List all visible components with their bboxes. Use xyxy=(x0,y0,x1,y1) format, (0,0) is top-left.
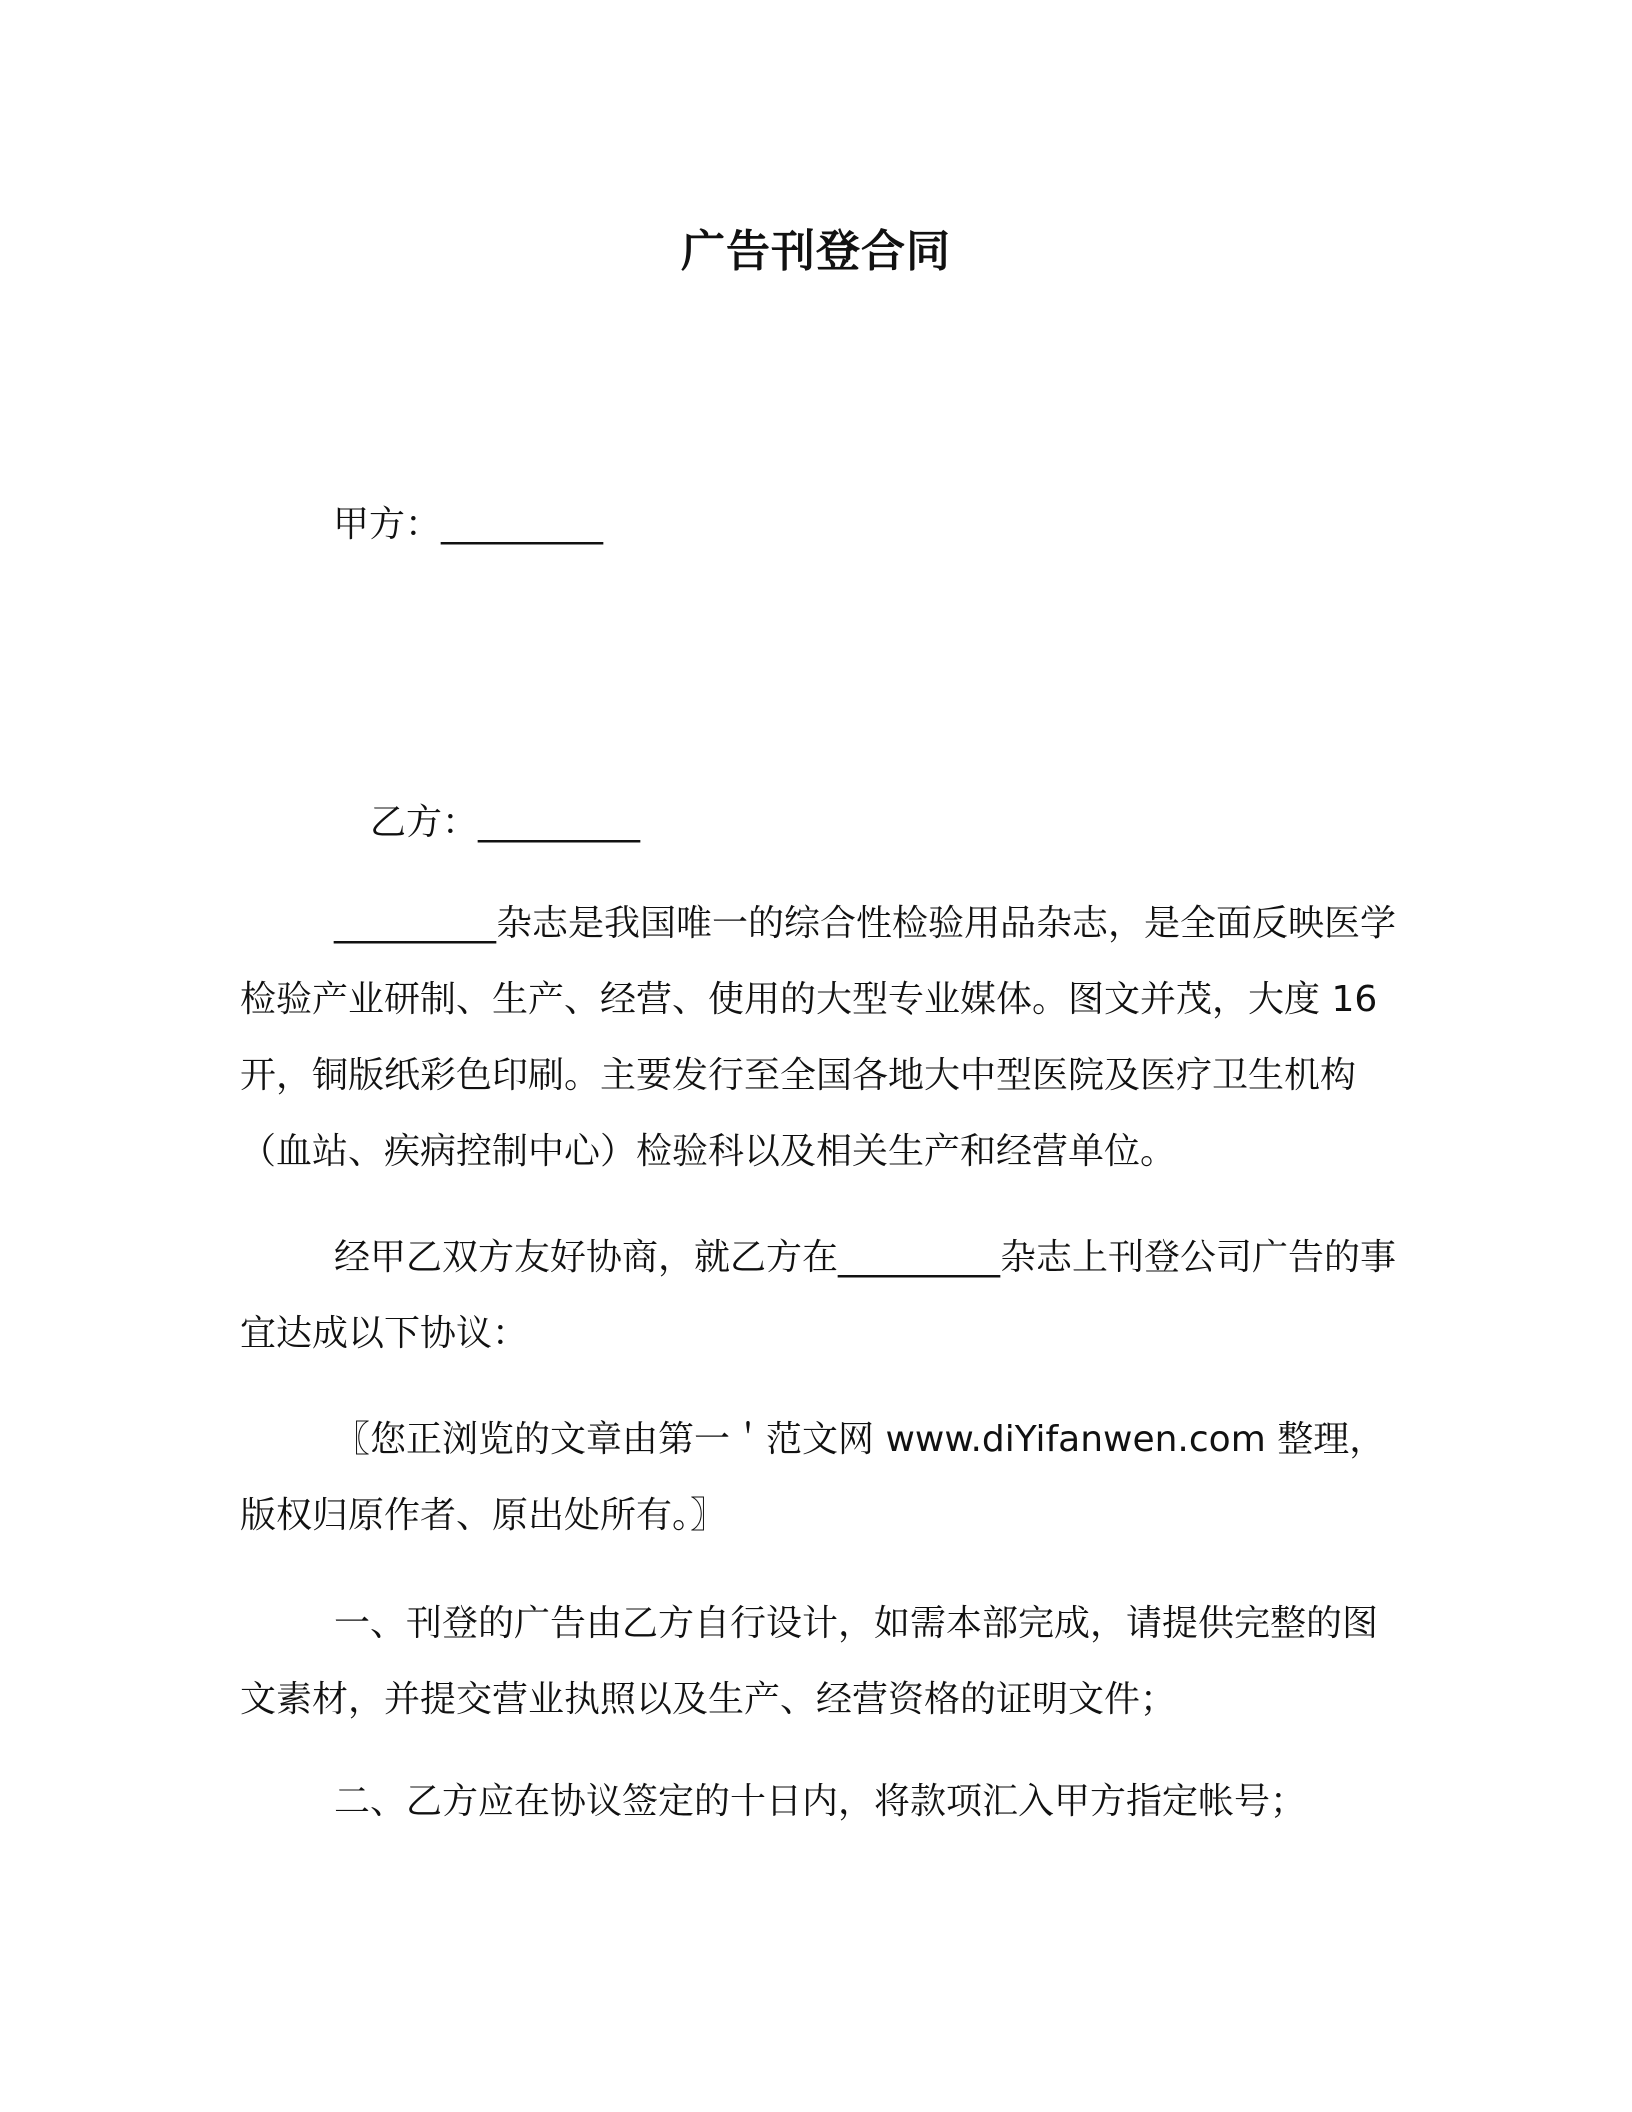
paragraph-clause-two: 二、乙方应在协议签定的十日内，将款项汇入甲方指定帐号； xyxy=(334,1781,1307,1822)
paragraph-clause-one: 一、刊登的广告由乙方自行设计，如需本部完成，请提供完整的图文素材，并提交营业执照以及生产、经营资格的证明文件； xyxy=(240,1603,1379,1720)
party-b-line: 乙方：_________ xyxy=(370,802,641,843)
paragraph-magazine-intro: _________杂志是我国唯一的综合性检验用品杂志，是全面反映医学检验产业研制、生产、经营、使用的大型专业媒体。图文并茂，大度 16 开，铜版纸彩色印刷。主要发行至全国各地大中型医院及医疗卫生机构（血站、疾病控制中心）检验科以及相关生产和经营单位。 xyxy=(240,903,1397,1172)
party-a-line: 甲方：_________ xyxy=(333,504,604,545)
paragraph-source-notice: 〖您正浏览的文章由第一＇范文网 www.diYifanwen.com 整理，版权归原作者、原出处所有。〗 xyxy=(240,1419,1386,1536)
document-title: 广告刊登合同 xyxy=(681,226,951,277)
paragraph-agreement-intro: 经甲乙双方友好协商，就乙方在_________杂志上刊登公司广告的事宜达成以下协议： xyxy=(240,1237,1397,1354)
